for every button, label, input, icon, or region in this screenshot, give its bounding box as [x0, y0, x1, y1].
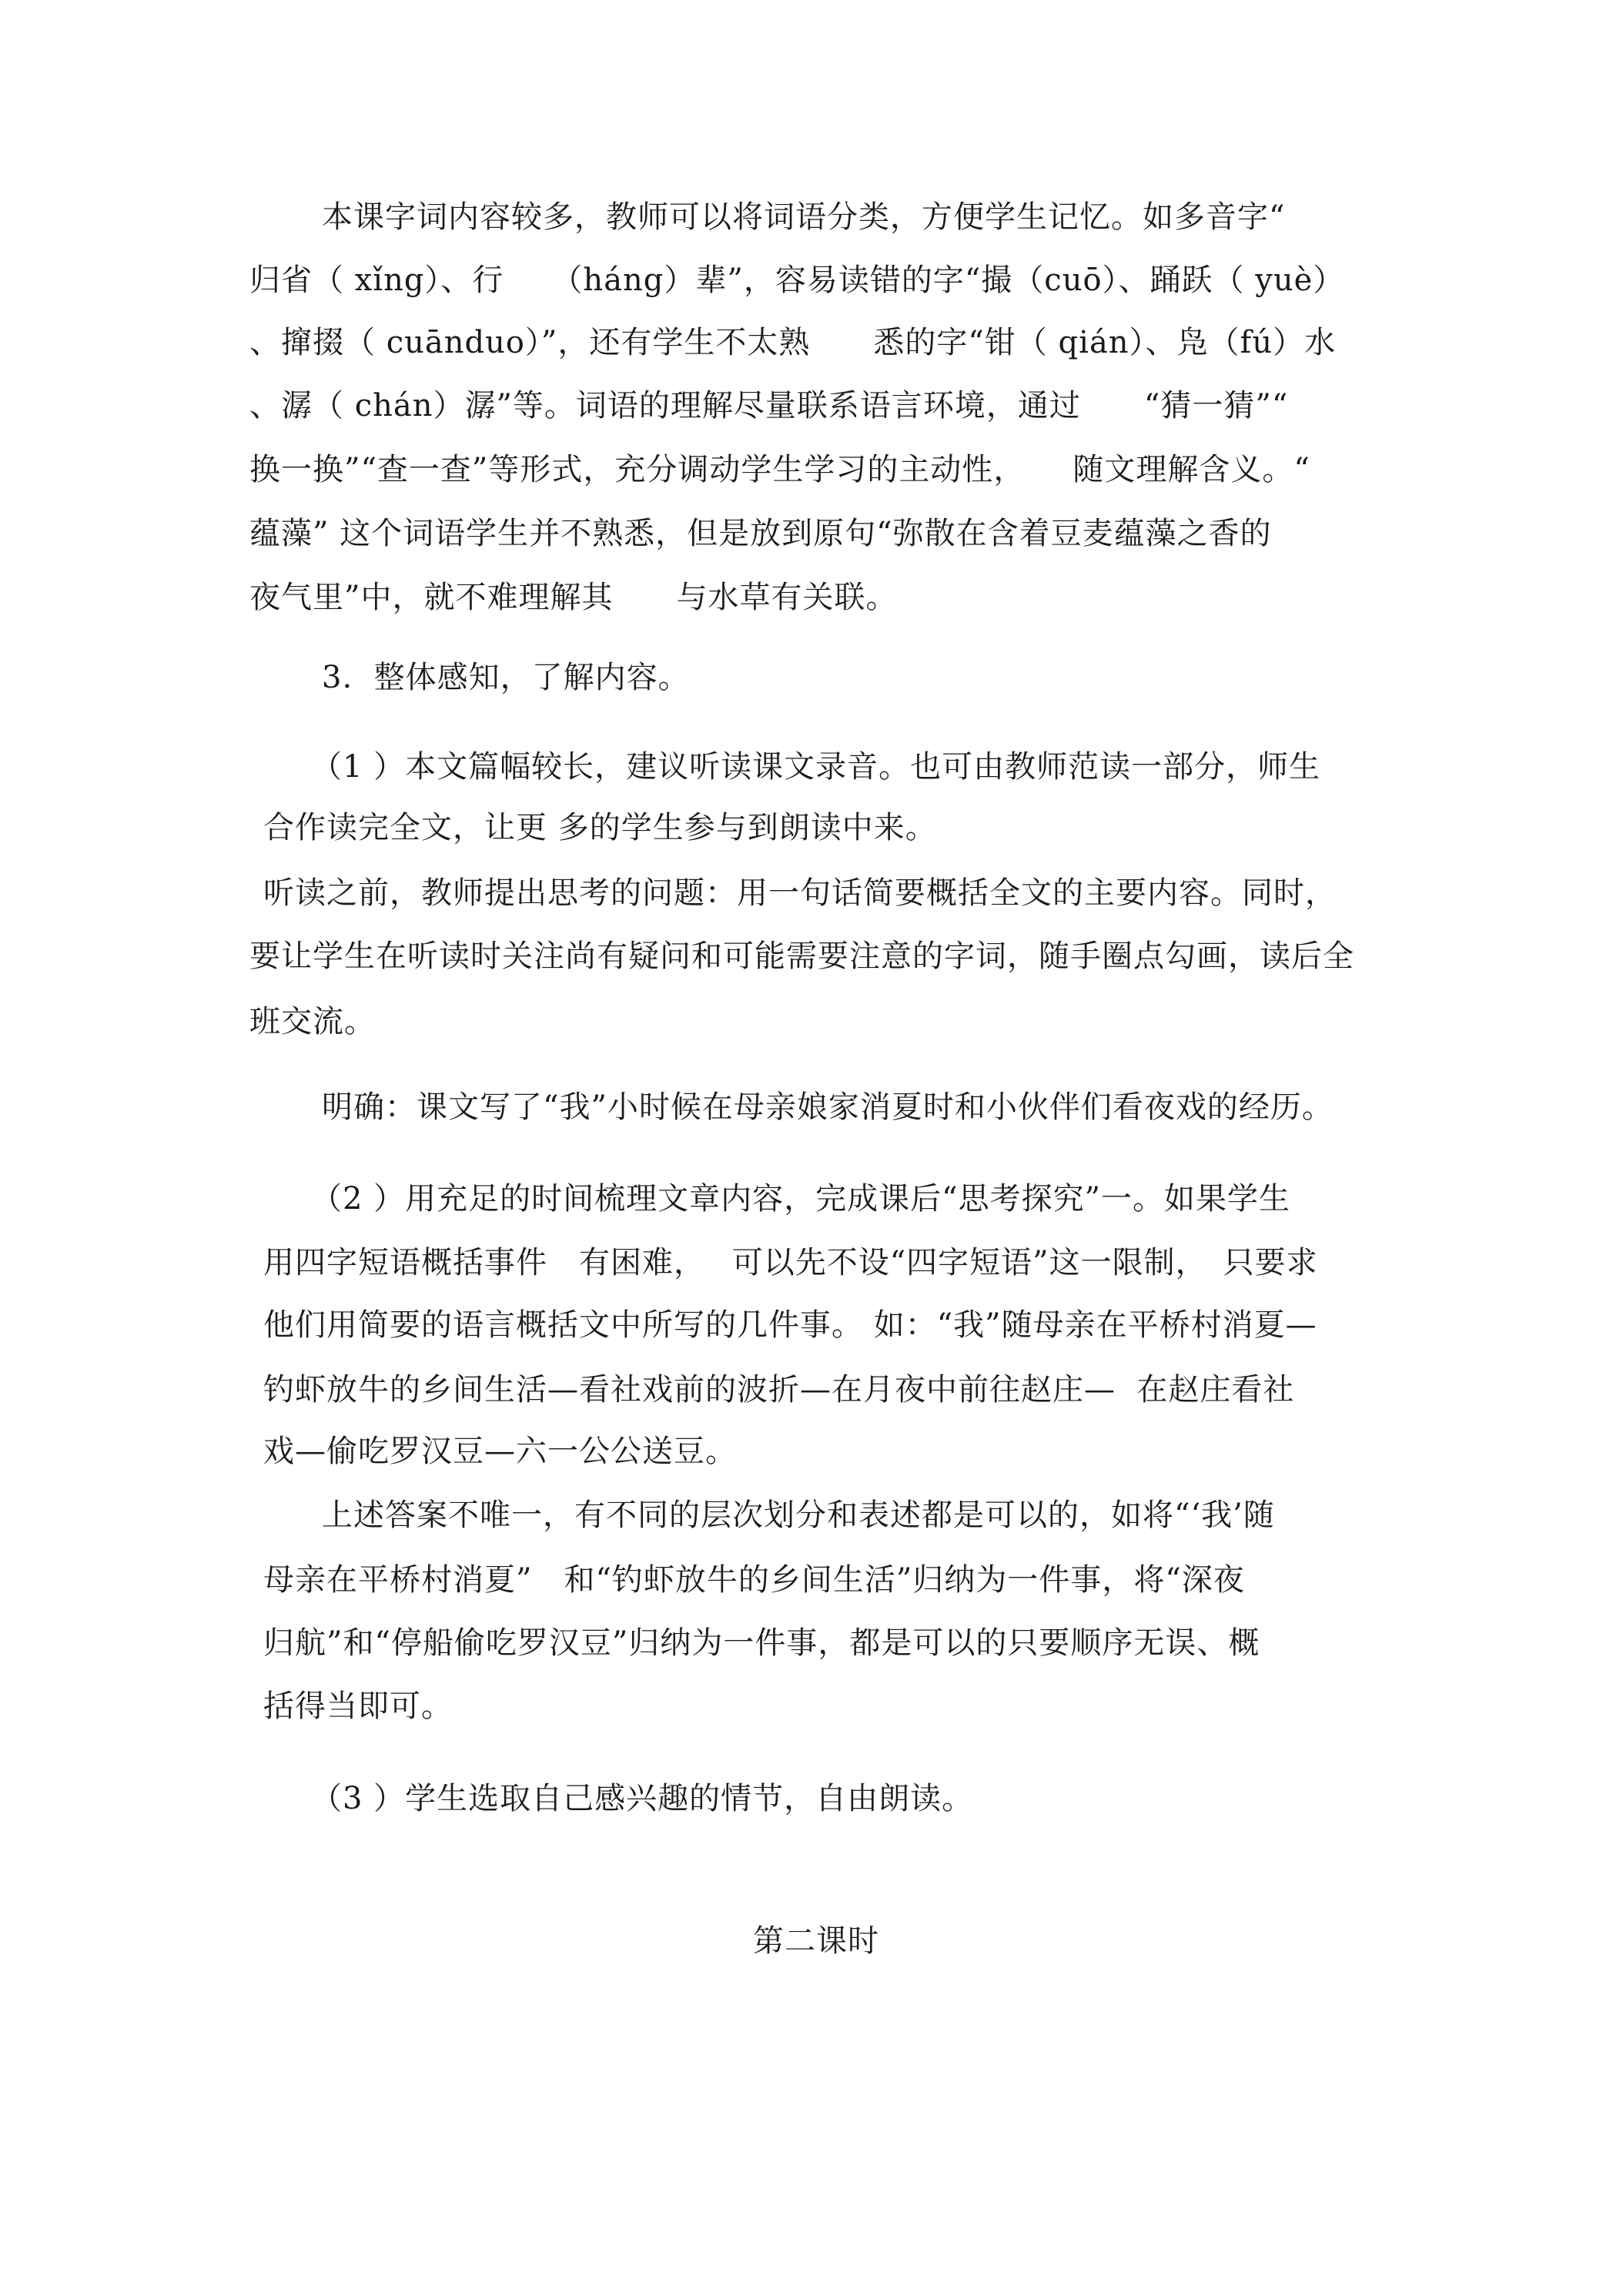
item-1-line-1: （1 ）本文篇幅较长，建议听读课文录音。也可由教师范读一部分，师生 — [311, 749, 1321, 785]
paragraph-vocab-line-4: 、潺（ chán）潺”等。词语的理解尽量联系语言环境，通过 “猜一猜”“ — [249, 388, 1289, 423]
paragraph-answer-line-1: 上述答案不唯一，有不同的层次划分和表述都是可以的，如将“‘我’随 — [322, 1498, 1275, 1533]
paragraph-listen-line-3: 班交流。 — [249, 1004, 376, 1039]
section-heading-second-lesson: 第二课时 — [753, 1923, 879, 1959]
paragraph-vocab-line-3: 、撺掇（ cuānduo）”，还有学生不太熟 悉的字“钳（ qián）、凫（fú）水 — [249, 325, 1337, 360]
paragraph-vocab-line-5: 换一换”“查一查”等形式，充分调动学生学习的主动性， 随文理解含义。“ — [249, 452, 1310, 487]
paragraph-vocab-line-1: 本课字词内容较多，教师可以将词语分类，方便学生记忆。如多音字“ — [322, 199, 1286, 235]
paragraph-answer-line-3: 归航”和“停船偷吃罗汉豆”归纳为一件事，都是可以的只要顺序无误、概 — [263, 1625, 1260, 1661]
paragraph-vocab-line-6: 蕴藻” 这个词语学生并不熟悉，但是放到原句“弥散在含着豆麦蕴藻之香的 — [249, 516, 1272, 551]
paragraph-answer-line-4: 括得当即可。 — [263, 1689, 453, 1724]
section-3-heading: 3. 整体感知，了解内容。 — [322, 660, 690, 695]
item-3: （3 ）学生选取自己感兴趣的情节，自由朗读。 — [311, 1781, 974, 1816]
paragraph-answer-line-2: 母亲在平桥村消夏” 和“钓虾放牛的乡间生活”归纳为一件事，将“深夜 — [263, 1562, 1245, 1598]
paragraph-vocab-line-2: 归省（ xǐng）、行 （háng）辈”，容易读错的字“撮（cuō）、踊跃（ yuè） — [249, 263, 1345, 298]
paragraph-clarify: 明确：课文写了“我”小时候在母亲娘家消夏时和小伙伴们看夜戏的经历。 — [322, 1089, 1334, 1125]
item-2-line-4: 钓虾放牛的乡间生活—看社戏前的波折—在月夜中前往赵庄— 在赵庄看社 — [263, 1372, 1295, 1407]
item-2-line-1: （2 ）用充足的时间梳理文章内容，完成课后“思考探究”一。如果学生 — [311, 1181, 1291, 1217]
item-2-line-5: 戏—偷吃罗汉豆—六一公公送豆。 — [263, 1434, 737, 1469]
paragraph-listen-line-2: 要让学生在听读时关注尚有疑问和可能需要注意的字词，随手圈点勾画，读后全 — [249, 939, 1354, 974]
item-2-line-3: 他们用简要的语言概括文中所写的几件事。 如：“我”随母亲在平桥村消夏— — [263, 1307, 1317, 1343]
item-2-line-2: 用四字短语概括事件 有困难， 可以先不设“四字短语”这一限制， 只要求 — [263, 1245, 1318, 1280]
paragraph-listen-line-1: 听读之前，教师提出思考的问题：用一句话简要概括全文的主要内容。同时， — [263, 875, 1337, 911]
item-1-line-2: 合作读完全文，让更 多的学生参与到朗读中来。 — [263, 810, 937, 845]
paragraph-vocab-line-7: 夜气里”中，就不难理解其 与水草有关联。 — [249, 580, 898, 615]
